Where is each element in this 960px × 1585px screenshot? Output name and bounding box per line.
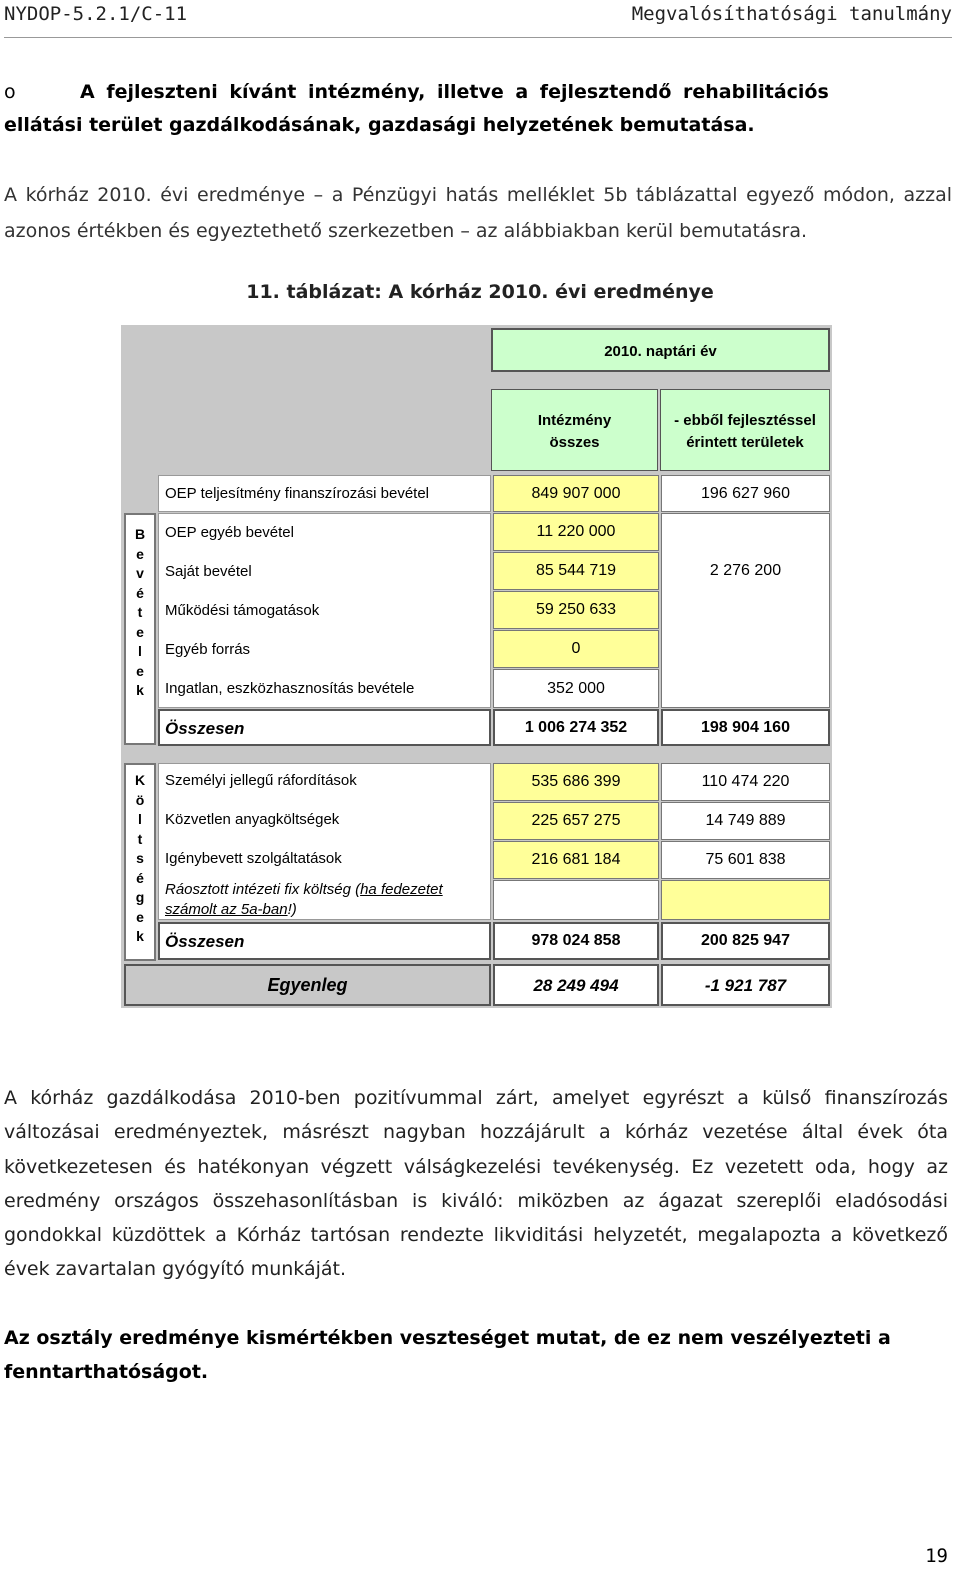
cost-sum-label-cell (158, 922, 491, 960)
letter: e (136, 545, 144, 562)
cost-alloc-underlined-2: számolt az 5a-ban (165, 901, 288, 918)
cost-sum-dev: 200 825 947 (701, 932, 790, 949)
letter: K (134, 772, 146, 788)
cost-dev-cell (661, 841, 830, 879)
revenue-total-value: 85 544 719 (535, 562, 617, 579)
letter: s (136, 850, 144, 866)
cost-total-value: 225 657 275 (531, 812, 621, 829)
revenue-dev-merged-cell (661, 513, 830, 708)
document-code: NYDOP-5.2.1/C-11 (4, 3, 188, 25)
balance-dev: -1 921 787 (704, 976, 787, 995)
revenue-sum-label-cell (158, 709, 491, 746)
cost-alloc-label-2 (165, 901, 297, 918)
letter: e (136, 908, 144, 925)
col-header-total-line1: Intézmény (537, 412, 612, 429)
cost-alloc-underlined: ha fedezetet (360, 881, 443, 898)
revenue-dev-cell (661, 475, 830, 512)
letter: k (136, 682, 144, 698)
cost-dev-cell (661, 802, 830, 840)
balance-label-cell (124, 964, 491, 1006)
revenue-row-label: Működési támogatások (165, 602, 320, 619)
letter: g (135, 889, 145, 905)
year-header-cell (491, 328, 830, 372)
letter: e (136, 662, 144, 679)
cost-sum-dev-cell (661, 922, 830, 960)
revenue-total-cell (493, 513, 659, 551)
balance-total: 28 249 494 (533, 976, 619, 995)
cost-sum-total: 978 024 858 (531, 932, 621, 949)
heading-line-1-text: A fejleszteni kívánt intézmény, illetve a fejlesztendő rehabilitációs (80, 81, 829, 103)
revenue-row-label: OEP egyéb bevétel (165, 524, 294, 541)
revenue-row-label: OEP teljesítmény finanszírozási bevétel (165, 485, 430, 502)
cost-total-value: 216 681 184 (531, 851, 621, 868)
cost-row-label: Közvetlen anyagköltségek (165, 811, 340, 828)
balance-dev-cell (661, 964, 830, 1006)
revenue-total-cell (493, 591, 659, 629)
analysis-paragraph: A kórház gazdálkodása 2010-ben pozitívummal zárt, amelyet egyrészt a külső finanszírozás változásai eredményeztek, másrészt nagyban hozzájárult a kórház vezetése által évek óta következetesen és hatékonyan végzett válságkezelési tevékenység. Ez vezetett oda, hogy az eredmény országos összehasonlításban is kiváló: miközben az ágazat szereplői eladósodási gondokkal küzdöttek a Kórház tartósan rendezte likviditási helyzetét, megalapozta a következő évek zavartalan gyógyító munkáját. (4, 1087, 948, 1281)
cost-alloc-label-1 (165, 881, 443, 898)
revenue-sum-dev: 198 904 160 (701, 719, 790, 736)
document-title: Megvalósíthatósági tanulmány (631, 3, 952, 25)
revenue-row-label: Ingatlan, eszközhasznosítás bevétele (165, 680, 415, 697)
letter: k (136, 928, 144, 944)
revenue-sum-total: 1 006 274 352 (524, 719, 628, 736)
revenue-total-cell (493, 630, 659, 668)
revenue-dev-merged-value: 2 276 200 (709, 562, 782, 579)
letter: l (138, 811, 142, 827)
revenue-total-value: 352 000 (547, 680, 605, 697)
revenue-side-label (124, 513, 156, 745)
revenue-total-cell (493, 475, 659, 512)
cost-dev-value: 75 601 838 (705, 851, 786, 868)
revenue-total-cell (493, 669, 659, 708)
cost-dev-value: 14 749 889 (705, 812, 786, 829)
table-caption: 11. táblázat: A kórház 2010. évi eredménye (246, 281, 714, 303)
revenue-letters (130, 525, 150, 701)
cost-alloc-text: Ráosztott intézeti fix költség ( (165, 881, 361, 898)
cost-row-label: Igénybevett szolgáltatások (165, 850, 342, 867)
col-header-dev (660, 389, 830, 471)
year-header-text: 2010. naptári év (604, 343, 717, 360)
header-rule (4, 37, 952, 38)
col-header-total (491, 389, 658, 471)
letter: ö (135, 791, 145, 808)
balance-label: Egyenleg (267, 975, 348, 995)
revenue-row-label: Saját bevétel (165, 563, 252, 580)
revenue-total-value: 59 250 633 (535, 601, 617, 618)
col-header-dev-line2: érintett területek (686, 434, 804, 451)
intro-paragraph: A kórház 2010. évi eredménye – a Pénzügyi hatás melléklet 5b táblázattal egyező módon, azzal azonos értékben és egyeztethető szerkezetben – az alábbiakban kerül bemutatásra. (4, 184, 952, 242)
cost-total-cell (493, 841, 659, 879)
cost-total-cell (493, 763, 659, 801)
cost-alloc-text-2: !) (287, 901, 297, 918)
bullet-marker: o (4, 81, 16, 103)
section-heading (4, 76, 954, 142)
letter: v (136, 565, 144, 581)
cost-total-cell (493, 802, 659, 840)
revenue-dev-value: 196 627 960 (701, 485, 790, 502)
cost-row-label: Személyi jellegű ráfordítások (165, 772, 357, 789)
page-header (0, 0, 960, 34)
balance-total-cell (493, 964, 659, 1006)
letter: t (137, 830, 143, 847)
revenue-row-label: Egyéb forrás (165, 641, 251, 658)
conclusion-paragraph: Az osztály eredménye kismértékben veszteséget mutat, de ez nem veszélyezteti a fenntarthatóságot. (4, 1327, 891, 1383)
revenue-total-value: 0 (571, 640, 581, 657)
cost-side-label (124, 763, 156, 961)
col-header-dev-line1: - ebből fejlesztéssel (674, 412, 816, 429)
heading-line-1 (80, 76, 954, 109)
revenue-total-cell (493, 552, 659, 590)
letter: é (136, 869, 144, 886)
cost-dev-cell (661, 763, 830, 801)
revenue-total-value: 11 220 000 (536, 523, 616, 540)
letter: e (136, 623, 144, 640)
revenue-sum-total-cell (493, 709, 659, 746)
cost-sum-total-cell (493, 922, 659, 960)
col-header-total-line2: összes (549, 434, 600, 451)
letter: t (137, 604, 143, 620)
financial-table (121, 325, 832, 1008)
cost-alloc-dev-cell (661, 880, 830, 920)
letter: é (136, 584, 144, 601)
revenue-total-value: 849 907 000 (531, 485, 621, 502)
cost-letters (130, 771, 150, 947)
letter: l (138, 643, 142, 659)
letter: B (134, 526, 146, 542)
page-number: 19 (925, 1545, 948, 1567)
cost-dev-value: 110 474 220 (701, 773, 790, 790)
revenue-sum-label: Összesen (165, 719, 245, 738)
revenue-sum-dev-cell (661, 709, 830, 746)
cost-total-value: 535 686 399 (531, 773, 621, 790)
cost-sum-label: Összesen (165, 932, 245, 951)
heading-line-2: ellátási terület gazdálkodásának, gazdasági helyzetének bemutatása. (4, 114, 755, 136)
cost-alloc-total-cell (493, 880, 659, 920)
